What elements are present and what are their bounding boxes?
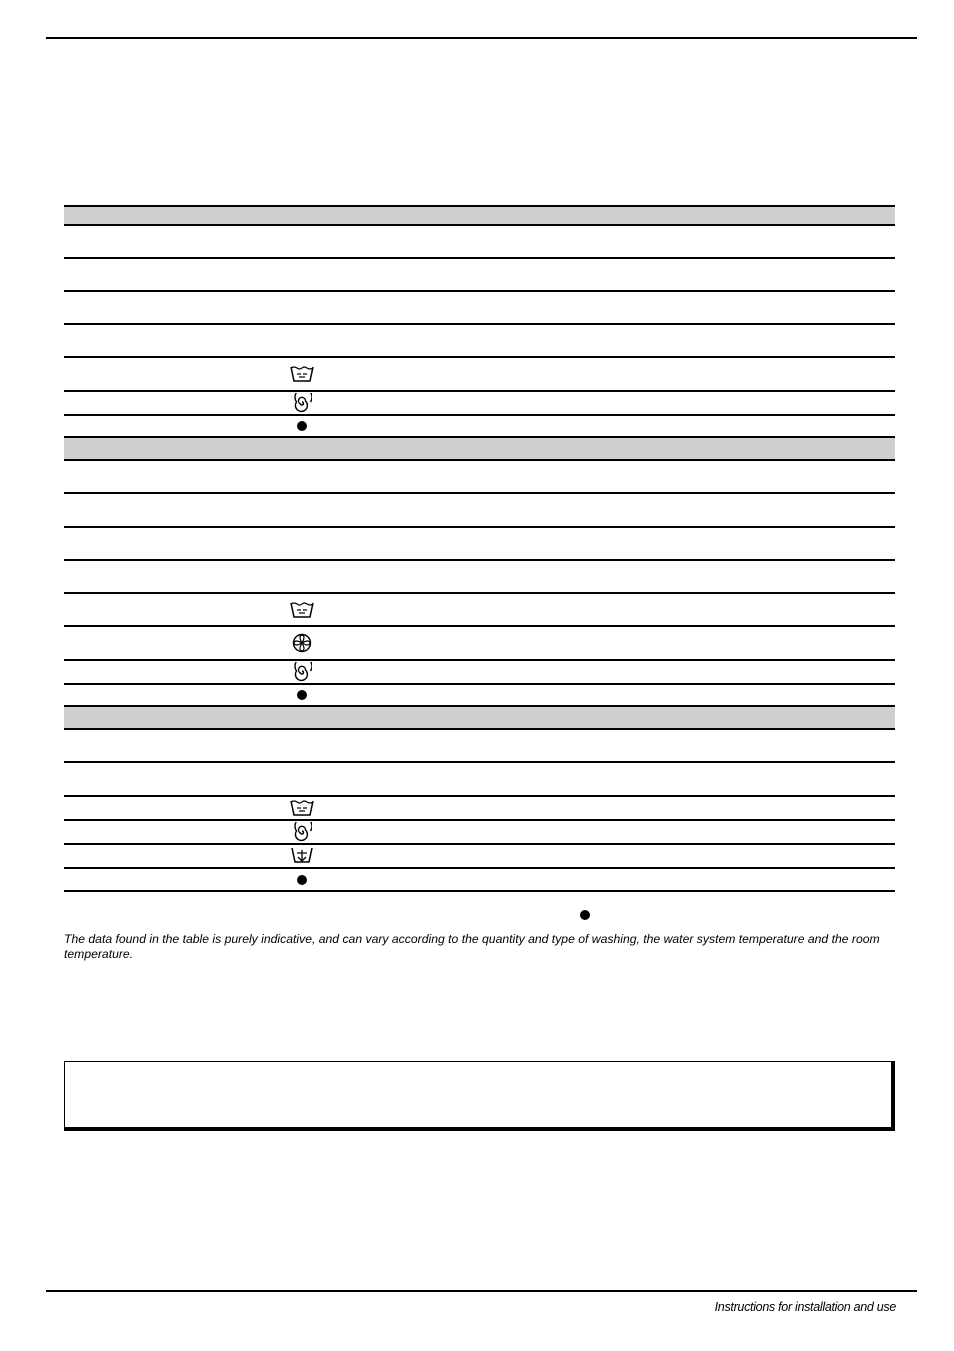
table-row [64,358,895,392]
end-dot-icon [290,685,314,705]
table-row [64,392,895,416]
bottom-rule [46,1290,917,1292]
programme-table [64,205,895,892]
legend-end-dot-icon [580,910,590,920]
table-row [64,259,895,292]
table-row [64,416,895,438]
table-row [64,594,895,627]
table-row [64,821,895,845]
table-row [64,226,895,259]
table-row [64,627,895,661]
top-rule [46,37,917,39]
drain-icon [290,846,314,866]
table-row [64,685,895,707]
table-row [64,292,895,325]
wash-icon [290,600,314,620]
notice-box [64,1061,895,1131]
end-dot-icon [290,870,314,890]
wash-icon [290,798,314,818]
section-header [64,438,895,461]
footer-title: Instructions for installation and use [714,1300,896,1314]
section-header [64,205,895,226]
wash-icon [290,364,314,384]
section-header [64,707,895,730]
table-row [64,797,895,821]
spin-icon [290,393,314,413]
table-row [64,763,895,797]
table-row [64,494,895,528]
table-row [64,845,895,869]
disclaimer-note: The data found in the table is purely indicative, and can vary according to the quantity and type of washing, the water system temperature and the room temperature. [64,932,880,961]
table-row [64,561,895,594]
table-row [64,461,895,494]
spin-icon [290,662,314,682]
spin-icon [290,822,314,842]
table-row [64,661,895,685]
fan-icon [290,633,314,653]
end-dot-icon [290,416,314,436]
table-row [64,325,895,358]
table-row [64,730,895,763]
table-row [64,869,895,892]
table-row [64,528,895,561]
